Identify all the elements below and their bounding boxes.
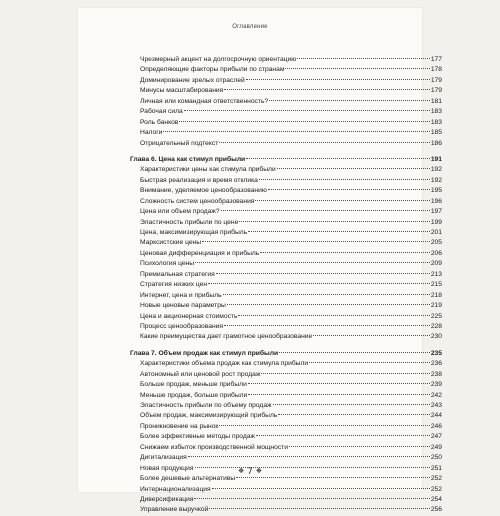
page-ref: 178 — [430, 66, 442, 74]
toc-entry-row — [130, 495, 442, 505]
page-ref: 236 — [430, 360, 442, 368]
dot-leader — [248, 383, 430, 384]
dot-leader — [297, 58, 430, 59]
entry-title: Сложность систем ценообразования — [140, 197, 255, 205]
page-ref: 192 — [430, 176, 442, 184]
page-ref: 179 — [430, 87, 442, 95]
toc-chapter-row — [130, 155, 442, 165]
dot-leader — [246, 79, 430, 80]
toc-entry-row — [130, 65, 442, 75]
dot-leader — [285, 68, 429, 69]
entry-title: Диверсификация — [140, 495, 194, 503]
entry-title: Премиальная стратегия — [140, 270, 215, 278]
page-ref: 228 — [430, 322, 442, 330]
entry-title: Интернационализация — [140, 485, 211, 493]
toc-entry-row — [130, 259, 442, 269]
ornament-right-icon: ❖ — [255, 467, 263, 475]
page-ref: 195 — [430, 187, 442, 195]
dot-leader — [219, 142, 430, 143]
entry-title: Какие преимущества дает грамотное ценообразование — [140, 333, 313, 341]
page-ref: 196 — [430, 197, 442, 205]
page-ref: 225 — [430, 312, 442, 320]
page-ref: 251 — [430, 464, 442, 472]
dot-leader — [279, 352, 430, 353]
page-ref: 205 — [430, 239, 442, 247]
folio-number: 7 — [247, 467, 253, 477]
toc-entry-row — [130, 76, 442, 86]
entry-title: Эластичность прибыли по цене — [140, 218, 239, 226]
page-ref: 244 — [430, 412, 442, 420]
page-ref: 197 — [430, 208, 442, 216]
toc-entry-row — [130, 270, 442, 280]
entry-title: Интернет, цена и прибыль — [140, 291, 222, 299]
page-ref: 256 — [430, 506, 442, 514]
entry-title: Цена и акционерная стоимость — [140, 312, 238, 320]
toc-entry-row — [130, 280, 442, 290]
dot-leader — [309, 362, 430, 363]
toc-entry-row — [130, 443, 442, 453]
toc-entry-row — [130, 228, 442, 238]
page-ref: 246 — [430, 422, 442, 430]
entry-title: Характеристики цены как стимула прибыли — [140, 166, 276, 174]
toc-entry-row — [130, 218, 442, 228]
dot-leader — [219, 425, 429, 426]
dot-leader — [255, 200, 429, 201]
toc-entry-row — [130, 391, 442, 401]
entry-title: Характеристики объема продаж как стимула прибыли — [140, 360, 309, 368]
toc-entry-row — [130, 411, 442, 421]
entry-title: Более дешевые альтернативы — [140, 475, 236, 483]
entry-title: Психология цены — [140, 260, 195, 268]
toc-entry-row — [130, 505, 442, 515]
dot-leader — [227, 304, 430, 305]
entry-title: Налоги — [140, 129, 163, 137]
chapter-title: Глава 6. Цена как стимул прибыли — [130, 155, 246, 163]
entry-title: Больше продаж, меньше прибыли — [140, 381, 247, 389]
entry-title: Минусы масштабирования — [140, 87, 224, 95]
dot-leader — [246, 158, 430, 159]
toc-entry-row — [130, 332, 442, 342]
dot-leader — [259, 179, 430, 180]
dot-leader — [221, 210, 430, 211]
entry-title: Рабочая сила — [140, 108, 183, 116]
toc-entry-row — [130, 128, 442, 138]
entry-title: Дигитализация — [140, 454, 187, 462]
toc-chapter-row — [130, 349, 442, 359]
page-ref: 192 — [430, 166, 442, 174]
page-ref: 230 — [430, 333, 442, 341]
dot-leader — [248, 231, 430, 232]
entry-title: Стратегия низких цен — [140, 281, 208, 289]
page-ref: 215 — [430, 281, 442, 289]
dot-leader — [268, 189, 430, 190]
toc-entry-row — [130, 380, 442, 390]
toc-entry-row — [130, 401, 442, 411]
page-ref: 185 — [430, 129, 442, 137]
toc-entry-row — [130, 312, 442, 322]
page-ref: 250 — [430, 454, 442, 462]
toc-entry-row — [130, 485, 442, 495]
dot-leader — [184, 110, 430, 111]
dot-leader — [239, 221, 430, 222]
entry-title: Чрезмерный акцент на долгосрочную ориентацию — [140, 56, 297, 63]
toc-entry-row — [130, 86, 442, 96]
entry-title: Эластичность прибыли по объему продаж — [140, 402, 272, 409]
page-ref: 242 — [430, 391, 442, 399]
entry-title: Ценовая дифференциация и прибыль — [140, 249, 260, 257]
page-ref: 252 — [430, 485, 442, 493]
toc-entry-row — [130, 97, 442, 107]
toc-entry-row — [130, 186, 442, 196]
page-ref: 254 — [430, 495, 442, 503]
toc-entry-row — [130, 118, 442, 128]
dot-leader — [269, 100, 430, 101]
page-ref: 252 — [430, 475, 442, 483]
toc-entry-row — [130, 291, 442, 301]
book-page — [78, 8, 442, 514]
page-ref: 206 — [430, 249, 442, 257]
entry-title: Процесс ценообразования — [140, 322, 224, 330]
entry-title: Автономный или ценовой рост продаж — [140, 370, 261, 378]
toc-entry-row — [130, 176, 442, 186]
page-ref: 249 — [430, 443, 442, 451]
toc-entry-row — [130, 432, 442, 442]
page-ref: 177 — [430, 56, 442, 63]
dot-leader — [256, 435, 430, 436]
page-ref: 219 — [430, 302, 442, 310]
entry-title: Меньше продаж, больше прибыли — [140, 391, 248, 399]
dot-leader — [202, 241, 430, 242]
dot-leader — [313, 335, 430, 336]
page-ref: 201 — [430, 229, 442, 236]
entry-title: Марксистские цены — [140, 239, 202, 247]
page-ref: 191 — [430, 155, 442, 163]
entry-title: Быстрая реализация и время отклика — [140, 176, 258, 184]
entry-title: Объем продаж, максимизирующий прибыль — [140, 412, 278, 420]
page-ref: 239 — [430, 381, 442, 389]
dot-leader — [260, 252, 430, 253]
entry-title: Новая продукция — [140, 464, 194, 472]
dot-leader — [248, 394, 430, 395]
page-ref: 235 — [430, 349, 442, 357]
entry-title: Цена, максимизирующая прибыль — [140, 229, 248, 236]
entry-title: Определяющие факторы прибыли по странам — [140, 66, 285, 74]
dot-leader — [208, 283, 430, 284]
toc-entry-row — [130, 359, 442, 369]
toc-entry-row — [130, 322, 442, 332]
dot-leader — [216, 273, 430, 274]
page-ref: 209 — [430, 260, 442, 268]
dot-leader — [195, 262, 430, 263]
toc-entry-row — [130, 139, 442, 149]
toc-entry-row — [130, 55, 442, 65]
entry-title: Личная или командная ответственность? — [140, 97, 269, 105]
toc-entry-row — [130, 370, 442, 380]
page-ref: 179 — [430, 76, 442, 84]
dot-leader — [209, 508, 430, 509]
page-ref: 183 — [430, 108, 442, 116]
page-ref: 181 — [430, 97, 442, 105]
page-ref: 199 — [430, 218, 442, 226]
page-ref: 213 — [430, 270, 442, 278]
chapter-title: Глава 7. Объем продаж как стимул прибыли — [130, 349, 279, 357]
dot-leader — [163, 131, 429, 132]
toc-entry-row — [130, 453, 442, 463]
entry-title: Отрицательный подтекст — [140, 139, 219, 147]
dot-leader — [224, 325, 430, 326]
dot-leader — [273, 404, 430, 405]
toc-entry-row — [130, 197, 442, 207]
dot-leader — [261, 373, 430, 374]
entry-title: Снижаем избыток производственной мощности — [140, 443, 288, 451]
toc-entry-row — [130, 238, 442, 248]
entry-title: Цена или объем продаж? — [140, 208, 220, 216]
dot-leader — [224, 89, 430, 90]
entry-title: Доминирование зрелых отраслей — [140, 76, 245, 84]
table-of-contents — [130, 55, 442, 516]
dot-leader — [289, 446, 430, 447]
page-ref: 218 — [430, 291, 442, 299]
dot-leader — [277, 168, 430, 169]
entry-title: Новые ценовые параметры — [140, 302, 226, 310]
toc-entry-row — [130, 107, 442, 117]
page-ref: 183 — [430, 118, 442, 126]
entry-title: Управление выручкой — [140, 506, 209, 514]
page-ref: 243 — [430, 402, 442, 409]
entry-title: Внимание, уделяемое ценообразованию — [140, 187, 267, 195]
page-ref: 186 — [430, 139, 442, 147]
dot-leader — [238, 315, 429, 316]
toc-entry-row — [130, 249, 442, 259]
entry-title: Проникновение на рынок — [140, 422, 219, 430]
dot-leader — [179, 121, 429, 122]
dot-leader — [278, 414, 429, 415]
page-number — [78, 467, 422, 477]
dot-leader — [188, 456, 430, 457]
running-head: Оглавление — [232, 24, 268, 30]
dot-leader — [236, 477, 430, 478]
toc-entry-row — [130, 165, 442, 175]
entry-title: Более эффективные методы продаж — [140, 433, 255, 441]
page-ref: 238 — [430, 370, 442, 378]
toc-entry-row — [130, 301, 442, 311]
ornament-left-icon: ❖ — [237, 467, 245, 475]
dot-leader — [223, 294, 430, 295]
entry-title: Роль банков — [140, 118, 179, 126]
page-ref: 247 — [430, 433, 442, 441]
toc-entry-row — [130, 207, 442, 217]
dot-leader — [194, 498, 429, 499]
toc-entry-row — [130, 422, 442, 432]
dot-leader — [212, 488, 430, 489]
